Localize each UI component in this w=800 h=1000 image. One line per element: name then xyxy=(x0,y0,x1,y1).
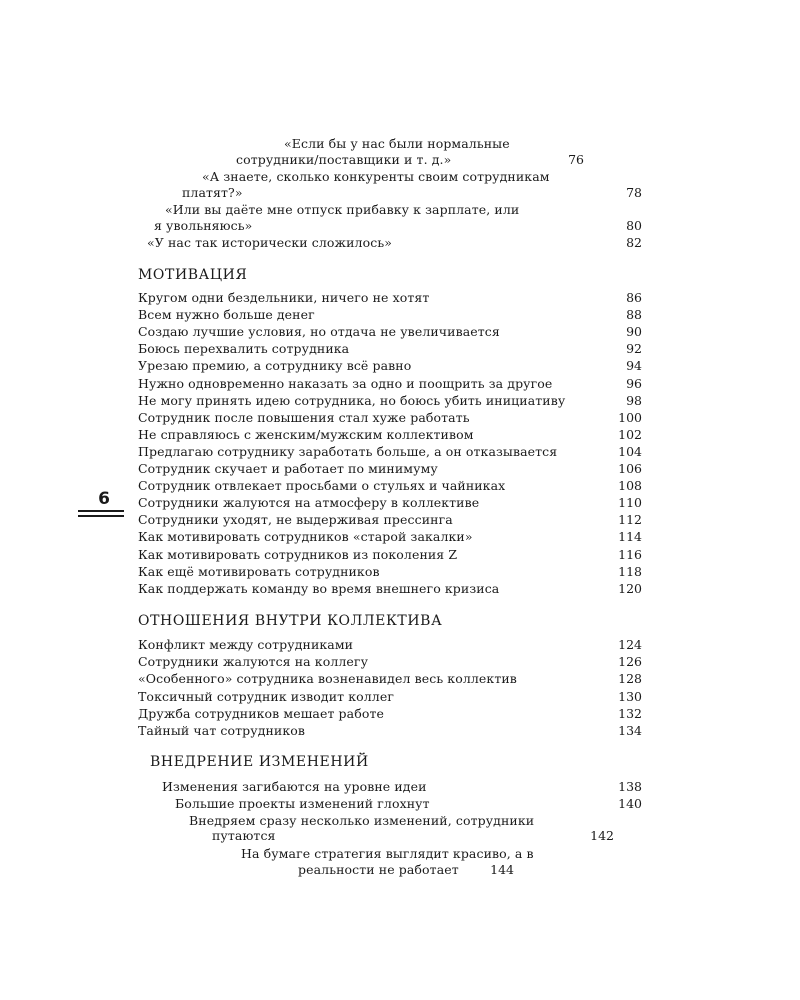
entry-page: 96 xyxy=(626,375,642,391)
page-number-rule xyxy=(78,515,124,517)
entry-title: Как поддержать команду во время внешнего кризиса xyxy=(138,580,500,596)
entry-title: Конфликт между сотрудниками xyxy=(138,637,354,652)
entry-page: 90 xyxy=(626,324,642,340)
entry-page: 82 xyxy=(626,235,642,250)
entry-title: Дружба сотрудников мешает работе xyxy=(138,705,384,721)
entry-title: Токсичный сотрудник изводит коллег xyxy=(138,688,394,704)
entry-title-line-1: «Или вы даёте мне отпуск прибавку к зарплате, или xyxy=(165,202,520,217)
entry-title: Всем нужно больше денег xyxy=(138,307,315,323)
entry-page: 86 xyxy=(626,290,642,305)
entry-page: 134 xyxy=(618,723,642,738)
entry-page: 112 xyxy=(618,512,642,528)
entry-page: 144 xyxy=(490,862,514,877)
entry-title-line-2: платят?» xyxy=(182,185,243,200)
entry-title: Сотрудники уходят, не выдерживая прессинга xyxy=(138,512,453,528)
entry-title-line-1: На бумаге стратегия выглядит красиво, а в xyxy=(241,846,534,861)
entry-page: 114 xyxy=(618,529,642,545)
section-heading: МОТИВАЦИЯ xyxy=(138,267,248,283)
entry-page: 88 xyxy=(626,307,642,323)
entry-title: Нужно одновременно наказать за одно и поощрить за другое xyxy=(138,375,553,391)
entry-page: 142 xyxy=(590,828,614,843)
entry-page: 80 xyxy=(626,218,642,233)
entry-title: Как ещё мотивировать сотрудников xyxy=(138,563,380,579)
section-heading: ВНЕДРЕНИЕ ИЗМЕНЕНИЙ xyxy=(150,754,369,770)
entry-title: «У нас так исторически сложилось» xyxy=(147,235,392,250)
entry-page: 92 xyxy=(626,341,642,357)
entry-title: Боюсь перехвалить сотрудника xyxy=(138,341,350,357)
entry-title: Не справляюсь с женским/мужским коллективом xyxy=(138,426,474,442)
entry-title: Кругом одни бездельники, ничего не хотят xyxy=(138,290,430,305)
entry-page: 78 xyxy=(626,185,642,200)
entry-page: 106 xyxy=(618,461,642,476)
entry-page: 120 xyxy=(618,580,642,596)
entry-page: 128 xyxy=(618,671,642,687)
entry-title: Предлагаю сотруднику заработать больше, а он отказывается xyxy=(138,443,558,459)
entry-title: Сотрудники жалуются на атмосферу в коллективе xyxy=(138,495,480,511)
entry-page: 94 xyxy=(626,358,642,374)
entry-title: Изменения загибаются на уровне идеи xyxy=(162,779,427,794)
page-number-rule xyxy=(78,510,124,512)
entry-page: 126 xyxy=(618,654,642,670)
entry-page: 100 xyxy=(618,409,642,425)
entry-title-line-1: Внедряем сразу несколько изменений, сотрудники xyxy=(189,813,535,828)
entry-title: Сотрудники жалуются на коллегу xyxy=(138,654,369,670)
entry-title: Сотрудник отвлекает просьбами о стульях и чайниках xyxy=(138,478,506,494)
entry-title: Урезаю премию, а сотруднику всё равно xyxy=(138,358,412,374)
entry-title-line-2: путаются xyxy=(212,828,276,843)
entry-page: 130 xyxy=(618,688,642,704)
entry-title-line-1: «А знаете, сколько конкуренты своим сотрудникам xyxy=(202,169,550,184)
entry-page: 138 xyxy=(618,779,642,794)
entry-title: Большие проекты изменений глохнут xyxy=(175,796,430,811)
page-number: 6 xyxy=(98,489,110,509)
entry-page: 132 xyxy=(618,705,642,721)
entry-page: 124 xyxy=(618,637,642,652)
entry-title-line-2: реальности не работает xyxy=(298,862,459,877)
entry-title: Как мотивировать сотрудников из поколения Z xyxy=(138,546,458,562)
entry-page: 102 xyxy=(618,426,642,442)
entry-page: 108 xyxy=(618,478,642,494)
entry-title-line-2: я увольняюсь» xyxy=(154,218,253,233)
entry-page: 110 xyxy=(618,495,642,511)
entry-page: 140 xyxy=(618,796,642,811)
entry-title: Не могу принять идею сотрудника, но боюсь убить инициативу xyxy=(138,392,566,408)
entry-page: 76 xyxy=(568,152,584,167)
entry-title: Создаю лучшие условия, но отдача не увеличивается xyxy=(138,324,500,340)
entry-page: 104 xyxy=(618,443,642,459)
entry-title: «Особенного» сотрудника возненавидел весь коллектив xyxy=(138,671,517,687)
entry-title: Сотрудник скучает и работает по минимуму xyxy=(138,461,438,476)
entry-title-line-1: «Если бы у нас были нормальные xyxy=(284,136,510,151)
section-heading: ОТНОШЕНИЯ ВНУТРИ КОЛЛЕКТИВА xyxy=(138,613,443,629)
entry-title-line-2: сотрудники/поставщики и т. д.» xyxy=(236,152,452,167)
entry-title: Как мотивировать сотрудников «старой закалки» xyxy=(138,529,473,545)
entry-title: Сотрудник после повышения стал хуже работать xyxy=(138,409,470,425)
entry-page: 118 xyxy=(618,563,642,579)
entry-page: 116 xyxy=(618,546,642,562)
entry-title: Тайный чат сотрудников xyxy=(138,723,306,738)
entry-page: 98 xyxy=(626,392,642,408)
